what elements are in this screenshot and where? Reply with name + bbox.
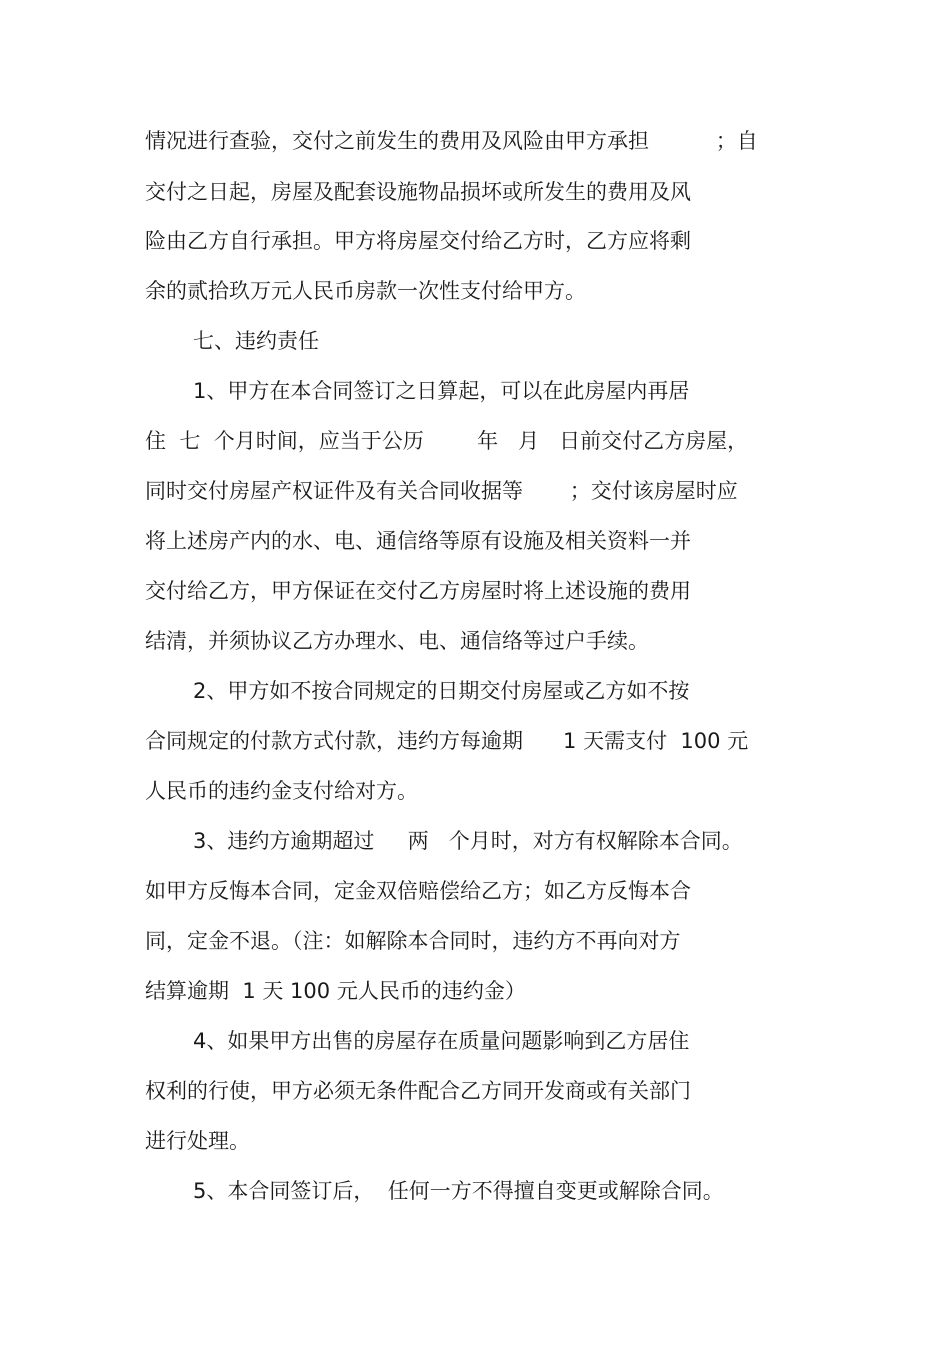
paragraph-line: 交付之日起，房屋及配套设施物品损坏或所发生的费用及风 <box>145 180 691 204</box>
paragraph-line: 同时交付房屋产权证件及有关合同收据等 ；交付该房屋时应 <box>145 479 738 503</box>
paragraph-line: 余的贰拾玖万元人民币房款一次性支付给甲方。 <box>145 279 586 303</box>
clause-2-line: 2、甲方如不按合同规定的日期交付房屋或乙方如不按 <box>193 679 690 703</box>
paragraph-line: 权利的行使，甲方必须无条件配合乙方同开发商或有关部门 <box>145 1079 691 1103</box>
paragraph-line: 险由乙方自行承担。甲方将房屋交付给乙方时，乙方应将剩 <box>145 229 691 253</box>
paragraph-line: 交付给乙方，甲方保证在交付乙方房屋时将上述设施的费用 <box>145 579 691 603</box>
section-heading: 七、违约责任 <box>193 329 319 353</box>
paragraph-line: 如甲方反悔本合同，定金双倍赔偿给乙方；如乙方反悔本合 <box>145 879 691 903</box>
clause-3-line: 3、违约方逾期超过 两 个月时，对方有权解除本合同。 <box>193 829 743 853</box>
paragraph-line: 结清，并须协议乙方办理水、电、通信络等过户手续。 <box>145 629 649 653</box>
paragraph-line: 住 七 个月时间，应当于公历 年 月 日前交付乙方房屋， <box>145 429 749 453</box>
paragraph-line: 合同规定的付款方式付款，违约方每逾期 1 天需支付 100 元 <box>145 729 749 753</box>
paragraph-line: 将上述房产内的水、电、通信络等原有设施及相关资料一并 <box>145 529 691 553</box>
paragraph-line: 进行处理。 <box>145 1129 250 1153</box>
clause-4-line: 4、如果甲方出售的房屋存在质量问题影响到乙方居住 <box>193 1029 690 1053</box>
paragraph-line: 人民币的违约金支付给对方。 <box>145 779 418 803</box>
paragraph-line: 同，定金不退。（注：如解除本合同时，违约方不再向对方 <box>145 929 681 953</box>
paragraph-line: 情况进行查验，交付之前发生的费用及风险由甲方承担 ；自 <box>145 129 758 153</box>
paragraph-line: 结算逾期 1 天 100 元人民币的违约金） <box>145 979 526 1003</box>
clause-5-line: 5、本合同签订后， 任何一方不得擅自变更或解除合同。 <box>193 1179 724 1203</box>
clause-1-line: 1、甲方在本合同签订之日算起，可以在此房屋内再居 <box>193 379 690 403</box>
